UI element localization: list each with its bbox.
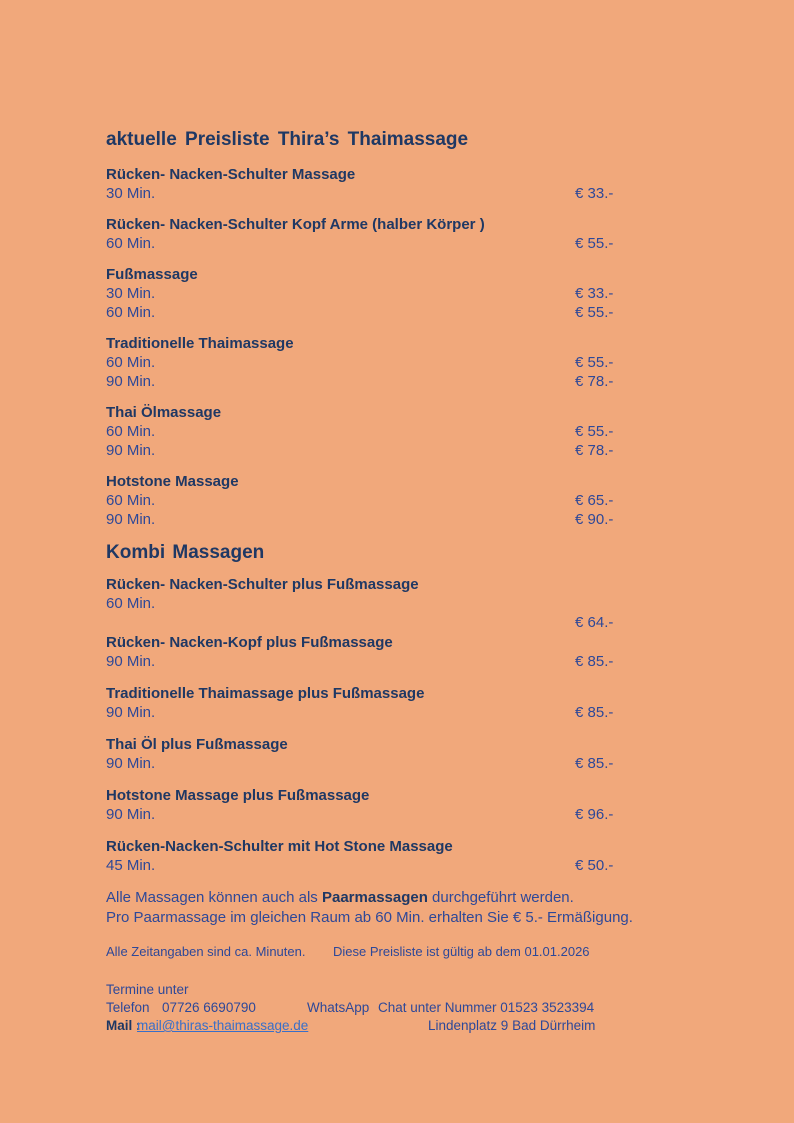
price-row [106,422,686,441]
meta-row [106,943,686,960]
duration-label: 90 Min. [106,373,156,390]
price-value: € 78.- [575,373,614,390]
duration-label: 90 Min. [106,653,156,670]
discount-line: Pro Paarmassage im gleichen Raum ab 60 Min. erhalten Sie € 5.- Ermäßigung. [106,909,633,926]
price-value: € 90.- [575,511,614,528]
service-name: Rücken- Nacken-Schulter Massage [106,166,356,183]
termine-row [106,981,686,999]
price-row [106,491,686,510]
service-section [106,735,686,773]
service-section [106,403,686,460]
service-section [106,472,686,529]
price-value: € 85.- [575,653,614,670]
price-row [106,652,686,671]
price-list-content [106,129,686,1035]
paar-prefix: Alle Massagen können auch als [106,889,322,906]
service-name: Traditionelle Thaimassage [106,335,294,352]
service-name: Hotstone Massage [106,473,239,490]
whatsapp-info: Chat unter Nummer 01523 3523394 [378,1000,595,1015]
price-value: € 85.- [575,704,614,721]
service-section [106,265,686,322]
duration-label: 90 Min. [106,755,156,772]
termine-label: Termine unter [106,982,189,997]
service-section [106,684,686,722]
telefon-label: Telefon [106,1000,150,1015]
service-name: Hotstone Massage plus Fußmassage [106,787,370,804]
price-value: € 33.- [575,185,614,202]
service-name: Rücken- Nacken-Kopf plus Fußmassage [106,634,393,651]
service-name: Fußmassage [106,266,198,283]
price-row [106,805,686,824]
validity-note: Diese Preisliste ist gültig ab dem 01.01.2026 [333,944,590,959]
price-value: € 96.- [575,806,614,823]
address-text: Lindenplatz 9 Bad Dürrheim [428,1018,596,1033]
mail-link[interactable]: mail@thiras-thaimassage.de [137,1018,309,1033]
price-value: € 64.- [575,614,614,631]
duration-label: 90 Min. [106,806,156,823]
service-section [106,633,686,671]
service-name: Rücken- Nacken-Schulter plus Fußmassage [106,576,419,593]
service-section [106,215,686,253]
time-note: Alle Zeitangaben sind ca. Minuten. [106,944,306,959]
paarmassage-line [106,888,686,908]
service-section [106,837,686,875]
service-section [106,575,686,632]
price-row [106,372,686,391]
service-section [106,334,686,391]
duration-label: 90 Min. [106,442,156,459]
duration-label: 90 Min. [106,511,156,528]
duration-label: 45 Min. [106,857,156,874]
service-section [106,786,686,824]
price-value: € 55.- [575,235,614,252]
duration-label: 30 Min. [106,285,156,302]
paarmassage-note [106,888,686,928]
duration-label: 60 Min. [106,235,156,252]
price-row [106,613,686,632]
whatsapp-label: WhatsApp [307,1000,370,1015]
kombi-section-group [106,541,686,875]
service-name: Traditionelle Thaimassage plus Fußmassage [106,685,425,702]
price-row [106,284,686,303]
price-value: € 55.- [575,354,614,371]
price-value: € 85.- [575,755,614,772]
price-row [106,754,686,773]
price-row [106,856,686,875]
price-row [106,234,686,253]
telefon-number: 07726 6690790 [162,1000,256,1015]
service-name: Thai Öl plus Fußmassage [106,736,288,753]
price-row [106,353,686,372]
price-row [106,303,686,322]
price-value: € 50.- [575,857,614,874]
price-row [106,184,686,203]
duration-label: 60 Min. [106,595,156,612]
price-row [106,441,686,460]
contact-block [106,981,686,1035]
duration-label: 30 Min. [106,185,156,202]
price-value: € 55.- [575,304,614,321]
kombi-header: Kombi Massagen [106,542,265,563]
service-name: Rücken- Nacken-Schulter Kopf Arme (halber Körper ) [106,216,485,233]
price-row [106,594,686,613]
price-value: € 33.- [575,285,614,302]
duration-label: 60 Min. [106,492,156,509]
service-name: Rücken-Nacken-Schulter mit Hot Stone Massage [106,838,453,855]
duration-label: 90 Min. [106,704,156,721]
price-row [106,510,686,529]
price-value: € 65.- [575,492,614,509]
price-value: € 55.- [575,423,614,440]
paar-bold-word: Paarmassagen [321,889,428,906]
service-section [106,165,686,203]
price-row [106,703,686,722]
mail-row [106,1017,686,1035]
telefon-row [106,999,686,1017]
duration-label: 60 Min. [106,423,156,440]
service-name: Thai Ölmassage [106,404,222,421]
paar-suffix: durchgeführt werden. [427,889,574,906]
duration-label: 60 Min. [106,304,156,321]
page-title: aktuelle Preisliste Thira’s Thaimassage [106,129,469,150]
duration-label: 60 Min. [106,354,156,371]
mail-label: Mail : [106,1018,141,1033]
price-value: € 78.- [575,442,614,459]
